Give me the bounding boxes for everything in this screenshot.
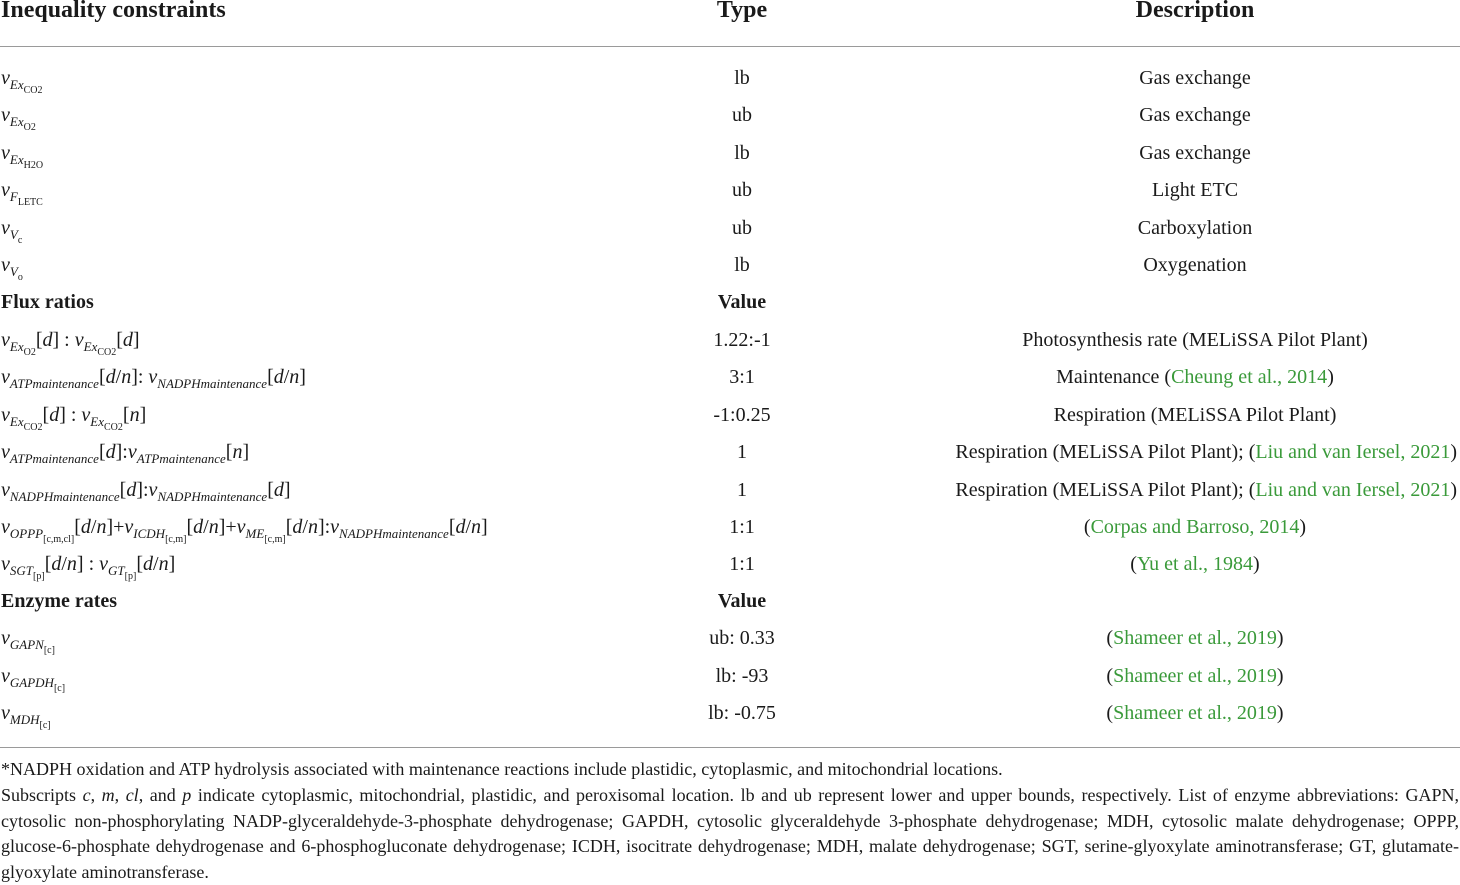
description-cell: Light ETC [1151,179,1239,201]
description-cell: Carboxylation [1137,217,1253,239]
description-cell: Respiration (MELiSSA Pilot Plant); (Liu and van Iersel, 2021) [955,441,1457,463]
citation-link[interactable]: Shameer et al., 2019 [1113,665,1277,687]
section-flux-ratios [0,284,1460,321]
description-cell: Gas exchange [1139,67,1251,89]
value-cell: ub: 0.33 [709,627,775,649]
formula-flux-7: $v_{SGT_{[p]}}[d/n]$ : $v_{GT_{[p]}}[d/n]$ [1,553,176,582]
type-cell: lb [734,142,750,164]
description-cell: (Shameer et al., 2019) [1106,627,1284,649]
value-cell: lb: -93 [715,665,769,687]
table-row [0,97,1460,134]
section-value-label: Value [717,590,767,612]
citation-link[interactable]: Cheung et al., 2014 [1171,366,1328,388]
formula-vmdh: $v_{MDH_{[c]}}$ [1,702,51,731]
type-cell: ub [732,217,752,239]
section-title: Flux ratios [1,291,94,313]
formula-flux-2: $v_{ATPmaintenance}[d/n]$: $v_{NADPHmaintenance}[d/n]$ [1,366,306,391]
value-cell: 1.22:-1 [713,329,771,351]
description-cell: (Yu et al., 1984) [1130,553,1260,575]
header-rule [0,46,1460,47]
value-cell: 1 [737,441,747,463]
table-row [0,509,1460,546]
description-cell: Gas exchange [1139,104,1251,126]
footer-rule [0,747,1460,748]
header-type: Type [716,0,768,23]
citation-link[interactable]: Yu et al., 1984 [1136,553,1254,575]
footnote-maintenance: *NADPH oxidation and ATP hydrolysis associated with maintenance reactions include plastidic, cytoplasmic, and mitochondrial locations. [1,759,1003,779]
table-row [0,620,1460,657]
formula-flux-4: $v_{ATPmaintenance}[d]:v_{ATPmaintenance}[n]$ [1,441,250,466]
value-cell: -1:0.25 [713,404,771,426]
value-cell: 1 [737,479,747,501]
formula-flux-6: $v_{OPPP_{[c,m,cl]}}[d/n]+v_{ICDH_{[c,m]}}[d/n]+v_{ME_{[c,m]}}[d/n]:v_{NADPHmaintenance}[d/n]$ [1,516,488,545]
formula-vvc: $v_{V_c}$ [1,217,23,246]
table-row [0,658,1460,695]
table-row [0,60,1460,97]
table-row [0,210,1460,247]
value-cell: 1:1 [729,553,755,575]
header-description: Description [1135,0,1255,23]
table-row [0,247,1460,284]
formula-vgapn: $v_{GAPN_{[c]}}$ [1,627,55,656]
table-row [0,359,1460,396]
formula-vexco2: $v_{Ex_{CO2}}$ [1,67,43,96]
formula-vgapdh: $v_{GAPDH_{[c]}}$ [1,665,66,694]
table-row [0,472,1460,509]
description-cell: (Shameer et al., 2019) [1106,665,1284,687]
description-cell: (Corpas and Barroso, 2014) [1083,516,1307,538]
citation-link[interactable]: Shameer et al., 2019 [1113,627,1277,649]
formula-vvo: $v_{V_o}$ [1,254,23,283]
table-row [0,397,1460,434]
table-row [0,434,1460,471]
formula-flux-1: $v_{Ex_{O2}}[d]$ : $v_{Ex_{CO2}}[d]$ [1,329,140,358]
section-enzyme-rates [0,583,1460,620]
table-row [0,322,1460,359]
table-row [0,172,1460,209]
table-row [0,135,1460,172]
description-cell: (Shameer et al., 2019) [1106,702,1284,724]
value-cell: 3:1 [729,366,755,388]
description-cell: Respiration (MELiSSA Pilot Plant) [1053,404,1337,426]
description-cell: Photosynthesis rate (MELiSSA Pilot Plant) [1022,329,1368,351]
citation-link[interactable]: Liu and van Iersel, 2021 [1255,441,1451,463]
header-inequality-constraints: Inequality constraints [1,0,226,23]
description-cell: Oxygenation [1143,254,1247,276]
formula-flux-3: $v_{Ex_{CO2}}[d]$ : $v_{Ex_{CO2}}[n]$ [1,404,147,433]
description-cell: Maintenance (Cheung et al., 2014) [1056,366,1334,388]
type-cell: lb [734,254,750,276]
description-cell: Respiration (MELiSSA Pilot Plant); (Liu and van Iersel, 2021) [955,479,1457,501]
value-cell: 1:1 [729,516,755,538]
section-title: Enzyme rates [1,590,118,612]
formula-flux-5: $v_{NADPHmaintenance}[d]:v_{NADPHmaintenance}[d]$ [1,479,291,504]
type-cell: lb [734,67,750,89]
citation-link[interactable]: Liu and van Iersel, 2021 [1255,479,1451,501]
formula-vexo2: $v_{Ex_{O2}}$ [1,104,36,133]
formula-vexh2o: $v_{Ex_{H2O}}$ [1,142,44,171]
type-cell: ub [732,179,752,201]
type-cell: ub [732,104,752,126]
citation-link[interactable]: Corpas and Barroso, 2014 [1090,516,1300,538]
table-row [0,546,1460,583]
description-cell: Gas exchange [1139,142,1251,164]
citation-link[interactable]: Shameer et al., 2019 [1113,702,1277,724]
value-cell: lb: -0.75 [708,702,776,724]
footnote-abbreviations: Subscripts c, m, cl, and p indicate cytoplasmic, mitochondrial, plastidic, and peroxisomal location. lb and ub represent lower and upper bounds, respectively. List of enzyme abbreviations: GAPN, cytosolic non-phosphorylating NADP-glyceraldehyde-3-phosphate dehydrogenase; GAPDH, cytosolic glyceraldehyde 3-phosphate dehydrogenase; MDH, cytosolic malate dehydrogenase; OPPP, glucose-6-phosphate dehydrogenase and 6-phosphogluconate dehydrogenase; ICDH, isocitrate dehydrogenase; MDH, malate dehydrogenase; SGT, serine-glyoxylate aminotransferase; GT, glutamate-glyoxylate aminotransferase. [1,785,1459,882]
table-row [0,695,1460,732]
section-value-label: Value [717,291,767,313]
formula-vfletc: $v_{F_{LETC}}$ [1,179,43,208]
